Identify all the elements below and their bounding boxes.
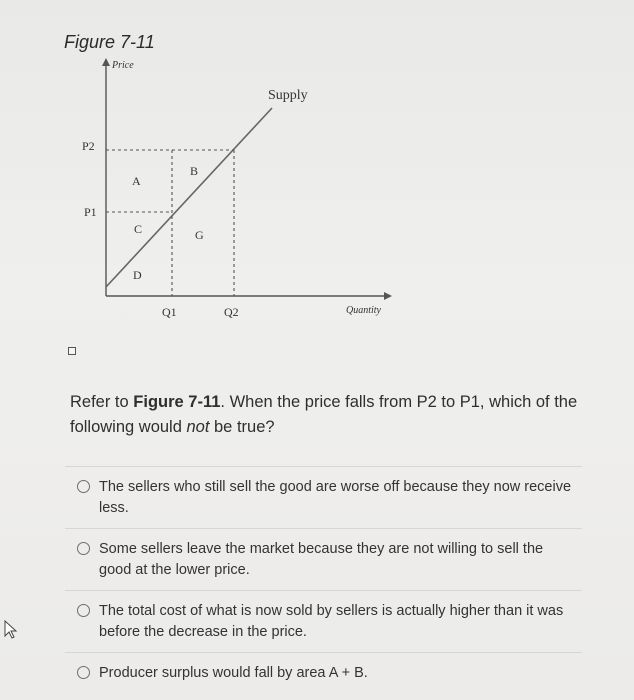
area-g-label: G xyxy=(195,228,204,242)
answer-option-label: The sellers who still sell the good are worse off because they now receive less. xyxy=(99,479,572,516)
question-figure-ref: Figure 7-11 xyxy=(133,393,221,411)
answer-options xyxy=(65,466,582,692)
figure-title: Figure 7-11 xyxy=(64,32,155,52)
mouse-pointer-icon xyxy=(4,620,18,640)
supply-label: Supply xyxy=(268,88,308,103)
supply-graph xyxy=(0,0,634,340)
supply-curve xyxy=(106,108,272,287)
price-axis-arrow xyxy=(102,58,110,66)
question-suffix: be true? xyxy=(209,418,275,436)
answer-option-1[interactable] xyxy=(65,466,582,528)
area-a-label: A xyxy=(132,174,141,188)
p2-label: P2 xyxy=(82,139,95,153)
quantity-axis-label: Quantity xyxy=(346,305,381,316)
answer-option-label: Producer surplus would fall by area A + B. xyxy=(99,665,368,681)
radio-button[interactable] xyxy=(77,542,90,555)
area-c-label: C xyxy=(134,222,143,236)
answer-option-label: Some sellers leave the market because they are not willing to sell the good at the lower price. xyxy=(99,541,544,578)
question-text xyxy=(70,390,590,440)
radio-button[interactable] xyxy=(77,480,90,493)
answer-option-3[interactable] xyxy=(65,590,582,652)
answer-option-label: The total cost of what is now sold by sellers is actually higher than it was before the decrease in the price. xyxy=(99,603,564,640)
checkbox-icon xyxy=(68,347,76,355)
answer-option-2[interactable] xyxy=(65,528,582,590)
price-axis-label: Price xyxy=(112,60,134,71)
q2-label: Q2 xyxy=(224,305,239,319)
quantity-axis-arrow xyxy=(384,292,392,300)
area-d-label: D xyxy=(133,268,142,282)
question-emphasis: not xyxy=(186,418,210,436)
answer-option-4[interactable] xyxy=(65,652,582,692)
question-middle: . When the price falls from P2 to P1, which of the following would xyxy=(70,393,578,436)
radio-button[interactable] xyxy=(77,604,90,617)
p1-label: P1 xyxy=(84,205,97,219)
question-prefix: Refer to xyxy=(70,393,134,411)
q1-label: Q1 xyxy=(162,305,177,319)
area-b-label: B xyxy=(190,164,199,178)
radio-button[interactable] xyxy=(77,666,90,679)
